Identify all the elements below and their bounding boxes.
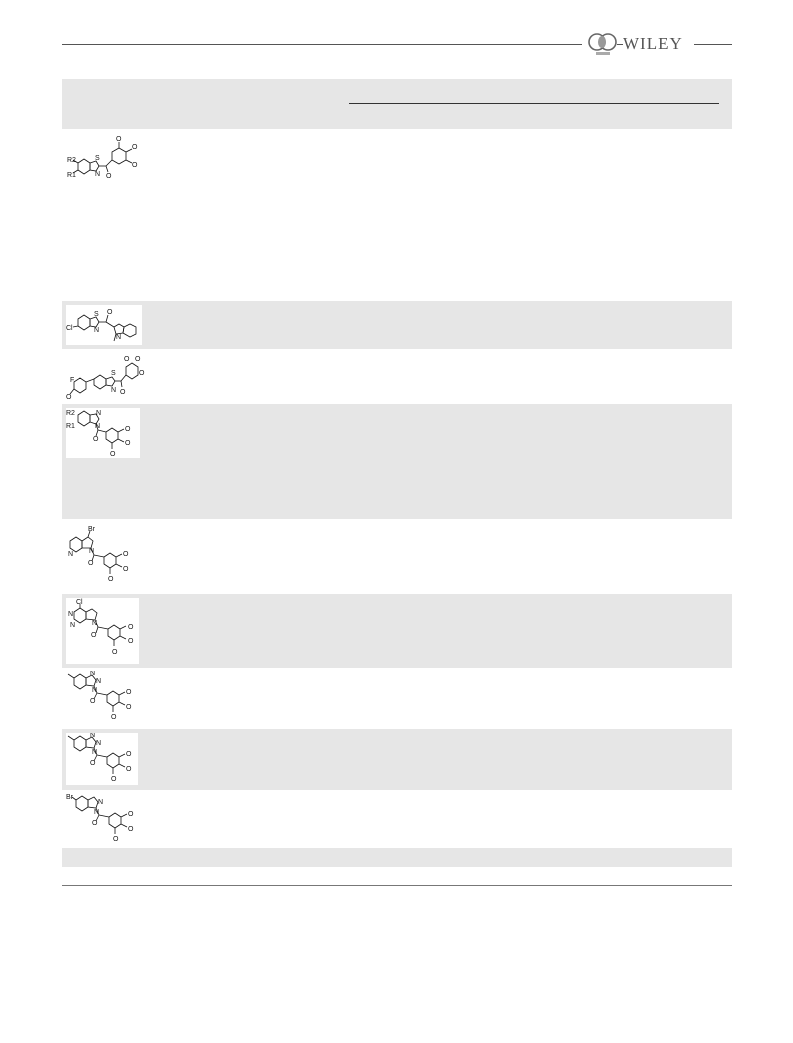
atom-label: Cl <box>66 325 73 332</box>
atom-label: N <box>70 622 76 629</box>
wiley-logo <box>586 30 732 58</box>
atom-label: Br <box>66 794 73 801</box>
atom-label: O <box>128 638 134 645</box>
atom-label: O <box>107 309 113 316</box>
atom-label: O <box>110 451 116 458</box>
atom-label: O <box>112 649 118 656</box>
atom-label: N <box>111 387 117 394</box>
atom-label: O <box>90 698 96 705</box>
atom-label: Cl <box>76 599 83 606</box>
atom-label: R2 <box>66 410 75 417</box>
header-spanner-rule <box>349 103 719 104</box>
atom-label: O <box>126 751 132 758</box>
table-row <box>62 129 732 301</box>
atom-label: O <box>128 826 134 833</box>
atom-label: N <box>96 410 102 417</box>
header-rule <box>62 44 582 45</box>
atom-label: N <box>95 171 101 178</box>
atom-label: O <box>132 162 138 169</box>
structure-cell <box>66 523 152 587</box>
bromo-azaindole-trimethoxybenzoyl-structure-icon <box>66 523 152 587</box>
atom-label: O <box>128 624 134 631</box>
benzimidazole-trimethoxybenzoyl-structure-icon <box>66 408 140 458</box>
atom-label: O <box>123 551 129 558</box>
atom-label: O <box>108 576 114 583</box>
atom-label: N <box>90 671 96 677</box>
atom-label: O <box>106 173 112 180</box>
atom-label: O <box>92 820 98 827</box>
structure-cell <box>66 733 138 785</box>
table-row <box>62 790 732 848</box>
table-bottom-rule <box>62 885 732 886</box>
atom-label: N <box>96 740 102 747</box>
atom-label: O <box>126 689 132 696</box>
atom-label: O <box>123 566 129 573</box>
structure-cell <box>66 352 146 400</box>
atom-label: Br <box>88 526 95 533</box>
methyl-benzotriazole-trimethoxybenzoyl-structure-b-icon <box>66 733 138 785</box>
atom-label: N <box>90 733 96 739</box>
structure-cell <box>66 408 140 458</box>
atom-label: O <box>120 389 126 396</box>
structure-cell <box>66 671 146 725</box>
atom-label: N <box>89 548 95 555</box>
atom-label: N <box>94 327 100 334</box>
chloro-pyrrolopyrimidine-trimethoxybenzoyl-structure-icon <box>66 598 139 664</box>
chemistry-society-emblem-icon <box>586 30 620 58</box>
atom-label: N <box>95 423 101 430</box>
atom-label: N <box>92 687 98 694</box>
atom-label: O <box>90 760 96 767</box>
table-row <box>62 301 732 349</box>
structure-cell <box>66 305 142 345</box>
benzothiazole-trimethoxybenzoyl-structure-icon <box>66 133 146 185</box>
atom-label: O <box>126 766 132 773</box>
atom-label: N <box>92 749 98 756</box>
structure-cell <box>66 793 146 845</box>
atom-label: O <box>139 370 145 377</box>
atom-label: N <box>68 611 74 618</box>
structure-cell <box>66 598 139 664</box>
fluoromethoxyphenyl-benzothiazole-structure-icon <box>66 352 146 400</box>
atom-label: O <box>125 440 131 447</box>
atom-label: O <box>128 811 134 818</box>
methyl-benzotriazole-trimethoxybenzoyl-structure-a-icon <box>66 671 146 725</box>
atom-label: S <box>94 311 99 318</box>
atom-label: S <box>111 370 116 377</box>
table-row <box>62 594 732 668</box>
compound-table <box>62 79 732 867</box>
atom-label: N <box>68 551 74 558</box>
atom-label: O <box>126 704 132 711</box>
atom-label: N <box>96 678 102 685</box>
atom-label: O <box>135 356 141 363</box>
table-row <box>62 404 732 519</box>
publisher-name: WILEY <box>623 34 683 53</box>
table-row <box>62 729 732 790</box>
atom-label: N <box>94 809 100 816</box>
atom-label: R1 <box>66 423 75 430</box>
atom-label: O <box>66 394 72 400</box>
table-row <box>62 519 732 594</box>
atom-label: F <box>70 377 75 384</box>
atom-label: S <box>95 155 100 162</box>
atom-label: O <box>111 776 117 783</box>
atom-label: O <box>93 436 99 443</box>
table-row <box>62 848 732 867</box>
atom-label: N <box>92 620 98 627</box>
atom-label: O <box>113 836 119 843</box>
atom-label: O <box>132 144 138 151</box>
table-row <box>62 349 732 404</box>
atom-label: N <box>98 799 104 806</box>
table-header <box>62 79 732 129</box>
atom-label: O <box>125 426 131 433</box>
bromo-indazole-trimethoxybenzoyl-structure-icon <box>66 793 146 845</box>
atom-label: N <box>116 334 122 341</box>
atom-label: O <box>124 356 130 363</box>
atom-label: O <box>111 714 117 721</box>
table-row <box>62 668 732 729</box>
logo-dash-right <box>694 44 732 45</box>
atom-label: O <box>116 136 122 143</box>
chloro-benzothiazole-indole-structure-icon <box>66 305 142 345</box>
atom-label: O <box>88 560 94 567</box>
structure-cell <box>66 133 146 185</box>
atom-label: R1 <box>67 172 76 179</box>
atom-label: O <box>91 632 97 639</box>
atom-label: R2 <box>67 157 76 164</box>
